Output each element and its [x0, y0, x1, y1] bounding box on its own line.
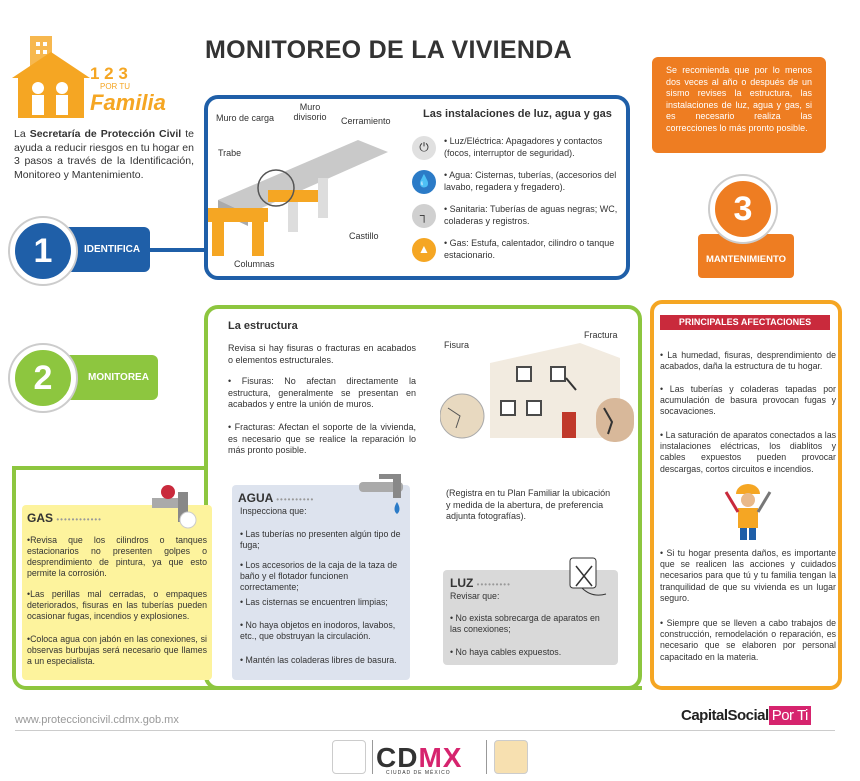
house-cracks-illustration-icon — [440, 338, 635, 448]
fractura-label: Fractura — [584, 330, 618, 340]
inst-item-gas: ▲ • Gas: Estufa, calentador, cilindro o tanque estacionario. — [412, 238, 622, 262]
label-columnas: Columnas — [234, 259, 275, 269]
gas-text: •Revisa que los cilindros o tanques estacionarios no presenten golpes o desprendimiento de pintura, ya que esto permite la corrosión. — [27, 535, 207, 578]
step1-connector — [150, 248, 206, 252]
recommendation-note: Se recomienda que por lo menos dos veces al año o después de un sismo revises la estructura, las instalaciones de luz, agua y gas, si es necesario realiza las correcciones lo más pronto posible. — [652, 57, 826, 153]
afectacion-item: • Las tuberías y coladeras tapadas por acumulación de basura provocan fugas y socavaciones. — [660, 384, 836, 417]
inst-item-sanitaria: ┐ • Sanitaria: Tuberías de aguas negras; WC, coladeras y registros. — [412, 204, 622, 228]
title-dots: •••••••••• — [276, 495, 315, 504]
photo-note: (Registra en tu Plan Familiar la ubicación y medida de la abertura, de preferencia adjunta fotografías). — [446, 488, 611, 521]
label-muro-carga: Muro de carga — [216, 113, 275, 123]
pipe-icon: ┐ — [412, 204, 436, 228]
monitorea-panel-top-edge — [12, 466, 208, 470]
estructura-fisuras: • Fisuras: No afectan directamente la estructura, generalmente se presentan en acabados y entre la unión de muros. — [228, 376, 416, 409]
agua-item: • Los accesorios de la caja de la taza de baño y el flotador funcionen correctamente; — [240, 560, 398, 592]
cdmx-logo: CDMX — [376, 742, 463, 773]
luz-item: • No haya cables expuestos. — [450, 647, 562, 657]
water-drop-icon: 💧 — [412, 170, 436, 194]
title-dots: ••••••••• — [476, 580, 511, 589]
worker-icon — [718, 482, 778, 542]
family-logo-icon — [12, 32, 90, 122]
logo-numbers: 1 2 3 — [90, 64, 128, 83]
label-cerramiento: Cerramiento — [341, 116, 391, 126]
afectacion-item: • La saturación de aparatos conectados a las instalaciones eléctricas, los diablitos y cables expuestos pueden provocar descargas, cortos circuitos e incendios. — [660, 430, 836, 474]
afectaciones-title: PRINCIPALES AFECTACIONES — [660, 315, 830, 330]
step2-circle: 2 — [10, 345, 76, 411]
step1-label: IDENTIFICA — [62, 227, 150, 272]
step3-label: MANTENIMIENTO — [698, 234, 794, 278]
inst-item-agua: 💧 • Agua: Cisternas, tuberías, (accesorios del lavabo, regadera y fregadero). — [412, 170, 622, 194]
agua-item: • Mantén las coladeras libres de basura. — [240, 655, 397, 665]
label-trabe: Trabe — [218, 148, 242, 158]
afectacion-bottom-item: • Siempre que se lleven a cabo trabajos de construcción, remodelación o reparación, es necesario que se elaboren por personal capacitado en la materia. — [660, 618, 836, 662]
step3-circle: 3 — [710, 176, 776, 242]
government-seal-icon — [332, 740, 366, 774]
logo-divider — [372, 740, 373, 774]
step1-circle: 1 — [10, 218, 76, 284]
flame-icon: ▲ — [412, 238, 436, 262]
luz-title: LUZ ••••••••• — [450, 576, 511, 590]
afectacion-bottom-item: • Si tu hogar presenta daños, es importante que se realicen las acciones y cuidados necesarios para que tú y tu familia tengan la tranquilidad de que su vivienda es un lugar seguro. — [660, 548, 836, 603]
proteccion-civil-logo-icon — [494, 740, 528, 774]
agua-item: • No haya objetos en inodoros, lavabos, etc., que obstruyan la circulación. — [240, 620, 396, 641]
agua-item: • Las cisternas se encuentren limpias; — [240, 597, 388, 607]
intro-text: La Secretaría de Protección Civil te ayuda a reducir riesgos en tu hogar en 3 pasos a través de la Identificación, Monitoreo y Mantenimiento. — [14, 128, 194, 181]
estructura-text: Revisa si hay fisuras o fracturas en acabados o elementos estructurales. — [228, 343, 416, 365]
fisura-label: Fisura — [444, 340, 470, 350]
footer-url[interactable]: www.proteccioncivil.cdmx.gob.mx — [15, 714, 179, 726]
inst-item-luz: ⏻ • Luz/Eléctrica: Apagadores y contactos (focos, interruptor de seguridad). — [412, 136, 622, 160]
footer-divider — [15, 730, 835, 731]
monitorea-panel-corner — [12, 466, 16, 476]
title-dots: •••••••••••• — [56, 515, 102, 524]
logo-divider — [486, 740, 487, 774]
agua-title: AGUA •••••••••• — [238, 491, 315, 505]
estructura-fracturas: • Fracturas: Afectan el soporte de la vivienda, es necesario que se realice la reparación lo más pronto posible. — [228, 422, 416, 455]
plug-icon: ⏻ — [412, 136, 436, 160]
gas-valve-icon — [148, 480, 200, 530]
afectacion-item: • La humedad, fisuras, desprendimiento de acabados, daña la estructura de tu hogar. — [660, 350, 836, 372]
agua-subtitle: Inspecciona que: — [240, 506, 307, 516]
page-title: MONITOREO DE LA VIVIENDA — [205, 36, 572, 64]
estructura-title: La estructura — [228, 320, 298, 332]
cdmx-subtitle: CIUDAD DE MÉXICO — [386, 770, 451, 776]
gas-text: •Coloca agua con jabón en las conexiones, si observas burbujas será necesario que llames a un especialista. — [27, 634, 207, 666]
step2-label: MONITOREA — [62, 355, 158, 400]
instalaciones-title: Las instalaciones de luz, agua y gas — [423, 108, 612, 120]
label-muro-divisorio: Muro divisorio — [293, 102, 327, 122]
agua-item: • Las tuberías no presenten algún tipo de fuga; — [240, 529, 401, 550]
luz-item: • No exista sobrecarga de aparatos en las conexiones; — [450, 613, 600, 634]
luz-subtitle: Revisar que: — [450, 591, 500, 601]
label-castillo: Castillo — [349, 231, 379, 241]
gas-title: GAS •••••••••••• — [27, 511, 102, 525]
capital-social-logo: CapitalSocial Por Ti — [681, 707, 811, 724]
logo-familia: Familia — [90, 90, 166, 115]
gas-text: •Las perillas mal cerradas, o empaques deteriorados, fisuras en las tuberías pueden ocasionar fugas, incendios y explosiones. — [27, 589, 207, 621]
logo-por-tu: POR TU — [100, 82, 131, 91]
